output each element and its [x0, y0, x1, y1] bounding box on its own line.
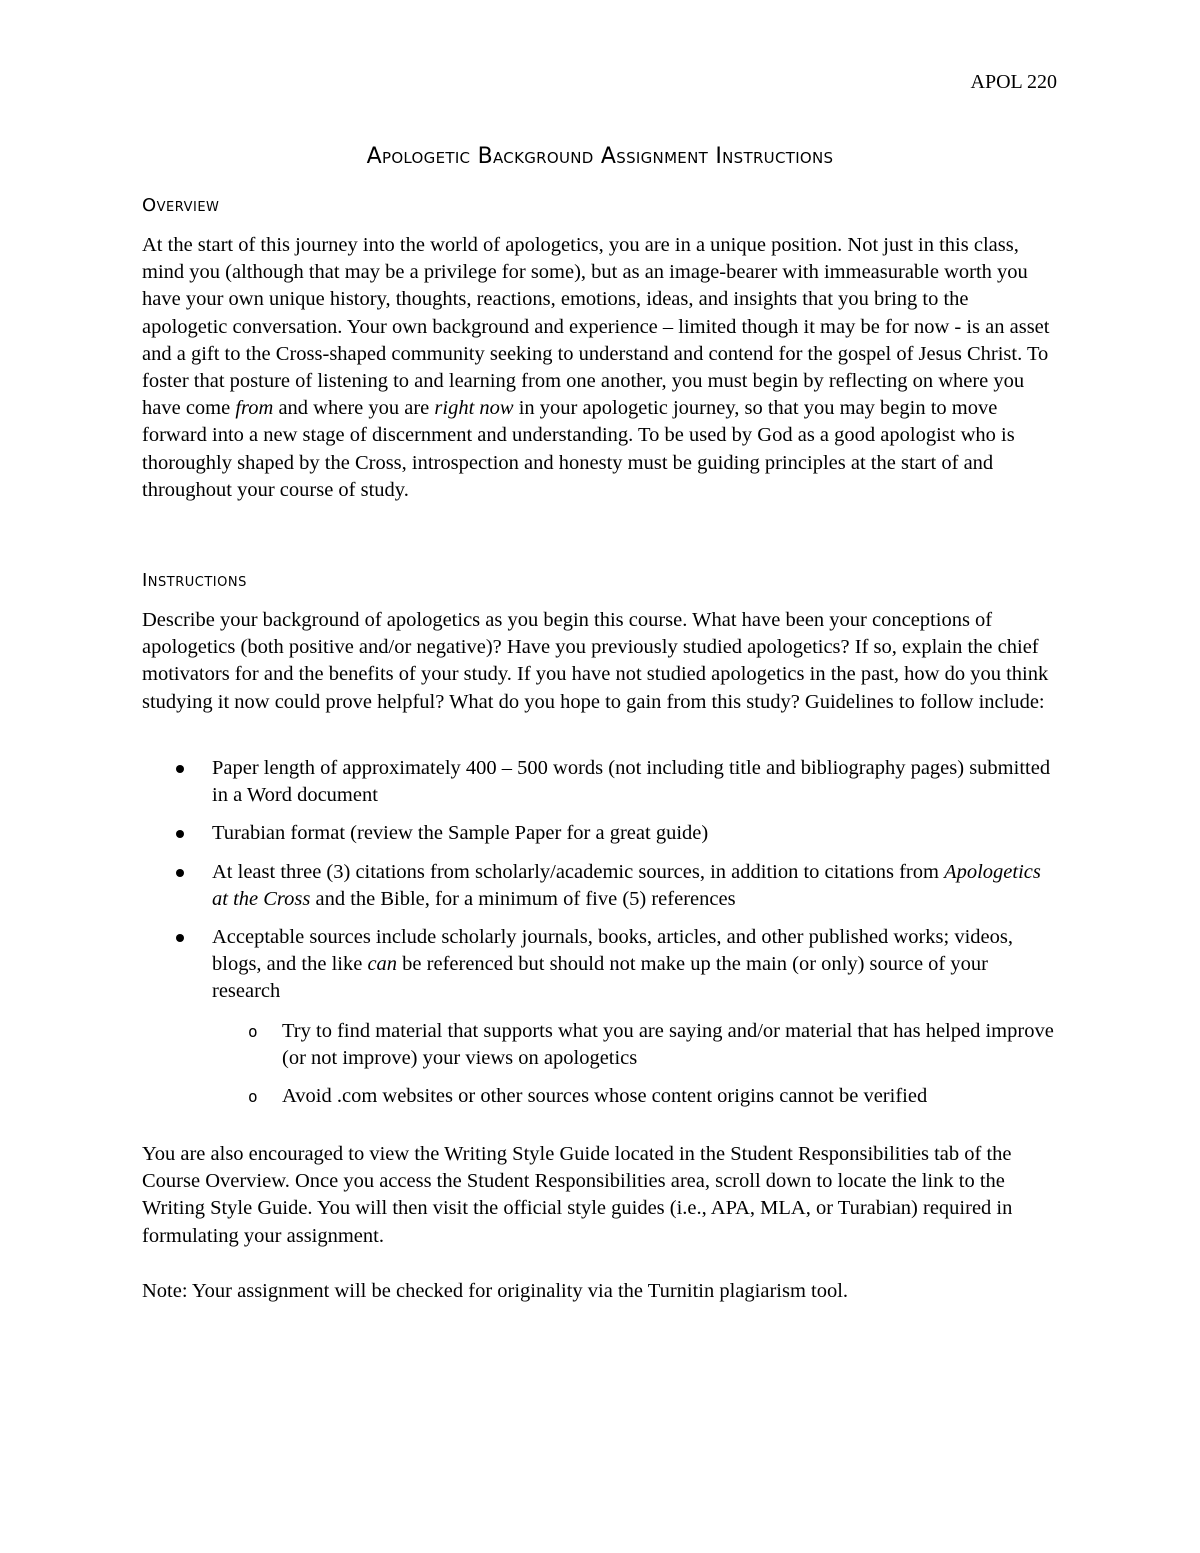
guideline-text: Turabian format (review the Sample Paper for a great guide)	[212, 822, 709, 845]
guideline-text: Paper length of approximately 400 – 500 words (not including title and bibliography pages) submitted in a Word document	[212, 757, 1051, 807]
instructions-intro: Describe your background of apologetics as you begin this course. What have been your conceptions of apologetics (both positive and/or negative)? Have you previously studied apologetics? If so, explain the chief motivators for and the benefits of your study. If you have not studied apologetics in the past, how do you think studying it now could prove helpful? What do you hope to gain from this study? Guidelines to follow include:	[142, 609, 1049, 713]
book-title: Apologetics at the Cross	[212, 860, 1041, 910]
guideline-item	[142, 820, 1058, 847]
sub-guideline-item	[212, 1018, 1058, 1072]
sub-bullet-icon: o	[248, 1087, 258, 1107]
overview-emphasis-right-now: right now	[434, 397, 514, 420]
guideline-item	[142, 924, 1058, 1110]
bullet-icon	[176, 934, 184, 942]
guidelines-list	[142, 755, 1058, 1121]
originality-note: Note: Your assignment will be checked for originality via the Turnitin plagiarism tool.	[142, 1280, 849, 1302]
overview-text-1: At the start of this journey into the world of apologetics, you are in a unique position. Not just in this class, mind you (although that may be a privilege for some), but as an image-bearer with immeasurable worth you have your own unique history, thoughts, reactions, emotions, ideas, and insights that you bring to the apologetic conversation. Your own background and experience – limited though it may be for now - is an asset and a gift to the Cross-shaped community seeking to understand and contend for the gospel of Jesus Christ. To foster that posture of listening to and learning from one another, you must begin by reflecting on where you have come	[142, 234, 1050, 420]
overview-emphasis-from: from	[235, 397, 274, 420]
guideline-item	[142, 859, 1058, 913]
guideline-text: At least three (3) citations from scholarly/academic sources, in addition to citations from	[212, 860, 945, 883]
guideline-emphasis-can: can	[367, 953, 398, 976]
course-code: APOL 220	[970, 71, 1057, 93]
sub-guideline-text: Try to find material that supports what you are saying and/or material that has helped improve (or not improve) your views on apologetics	[282, 1019, 1054, 1069]
sub-guidelines-list	[212, 1018, 1058, 1111]
style-guide-paragraph: You are also encouraged to view the Writing Style Guide located in the Student Responsibilities tab of the Course Overview. Once you access the Student Responsibilities area, scroll down to locate the link to the Writing Style Guide. You will then visit the official style guides (i.e., APA, MLA, or Turabian) required in formulating your assignment.	[142, 1143, 1013, 1247]
instructions-heading: Instructions	[142, 570, 247, 591]
sub-guideline-text: Avoid .com websites or other sources whose content origins cannot be verified	[282, 1085, 928, 1108]
guideline-item	[142, 755, 1058, 809]
guideline-text: Acceptable sources include scholarly journals, books, articles, and other published works; videos, blogs, and the like	[212, 926, 1014, 976]
bullet-icon	[176, 830, 184, 838]
sub-bullet-icon: o	[248, 1021, 258, 1041]
bullet-icon	[176, 869, 184, 877]
overview-text-2: and where you are	[273, 397, 435, 420]
overview-text-3: in your apologetic journey, so that you may begin to move forward into a new stage of discernment and understanding. To be used by God as a good apologist who is thoroughly shaped by the Cross, introspection and honesty must be guiding principles at the start of and throughout your course of study.	[142, 397, 1015, 501]
bullet-icon	[176, 765, 184, 773]
guideline-text: be referenced but should not make up the main (or only) source of your research	[212, 953, 988, 1003]
guideline-text: and the Bible, for a minimum of five (5) references	[310, 887, 736, 910]
overview-heading: Overview	[142, 195, 220, 216]
document-title: Apologetic Background Assignment Instructions	[366, 144, 834, 169]
overview-paragraph	[142, 232, 1058, 504]
sub-guideline-item	[212, 1083, 1058, 1110]
